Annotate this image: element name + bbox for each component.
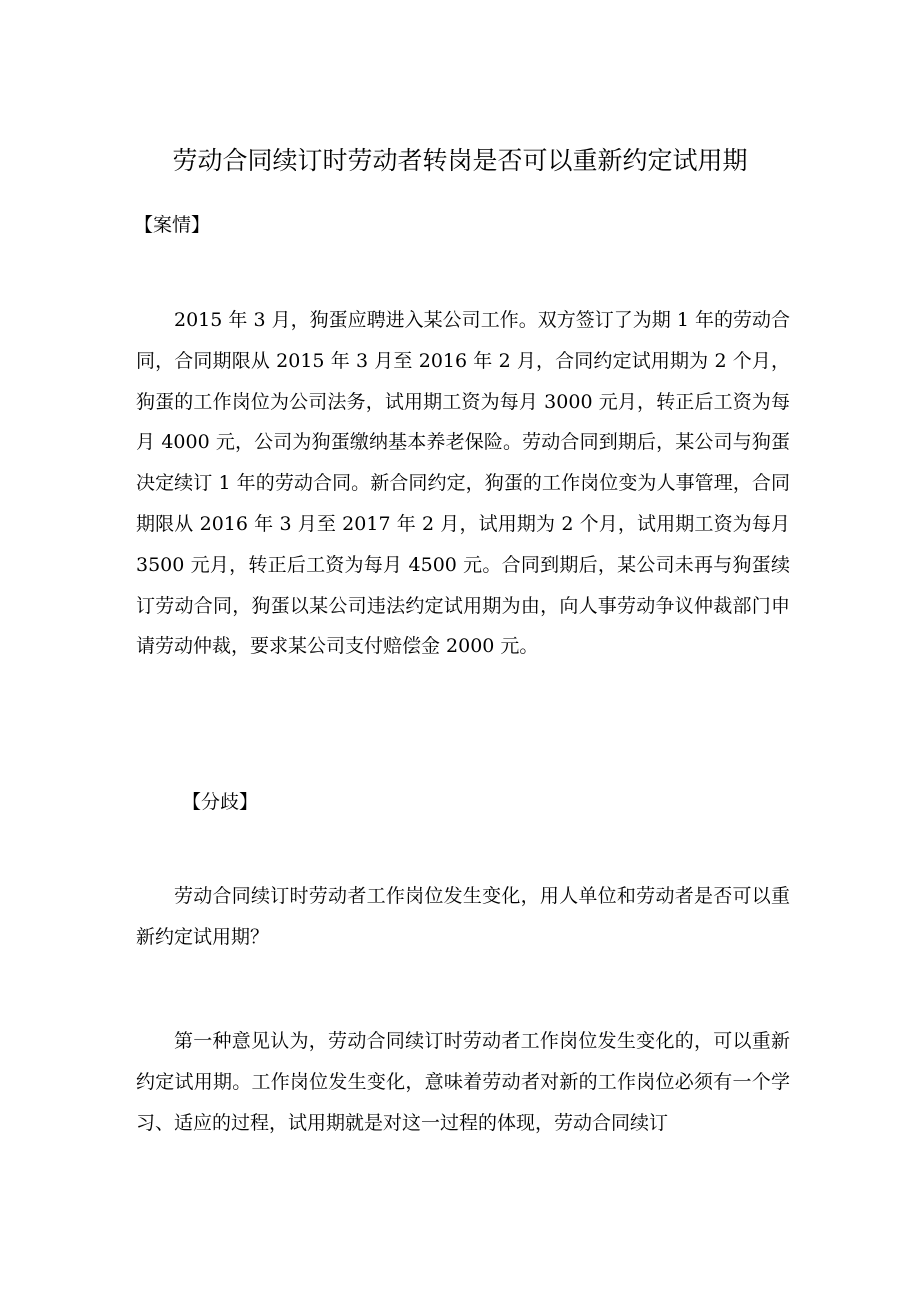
case-paragraph: 2015 年 3 月，狗蛋应聘进入某公司工作。双方签订了为期 1 年的劳动合同，合同期限从 2015 年 3 月至 2016 年 2 月，合同约定试用期为 2 个月，狗蛋的工作岗位为公司法务，试用期工资为每月 3000 元月，转正后工资为每月 4000 元，公司为狗蛋缴纳基本养老保险。劳动合同到期后，某公司与狗蛋决定续订 1 年的劳动合同。新合同约定，狗蛋的工作岗位变为人事管理，合同期限从 2016 年 3 月至 2017 年 2 月，试用期为 2 个月，试用期工资为每月 3500 元月，转正后工资为每月 4500 元。合同到期后，某公司未再与狗蛋续订劳动合同，狗蛋以某公司违法约定试用期为由，向人事劳动争议仲裁部门申请劳动仲裁，要求某公司支付赔偿金 2000 元。	[136, 309, 790, 658]
section-heading-case: 【案情】	[134, 214, 211, 236]
document-title: 劳动合同续订时劳动者转岗是否可以重新约定试用期	[172, 146, 748, 175]
opinion-one-paragraph: 第一种意见认为，劳动合同续订时劳动者工作岗位发生变化的，可以重新约定试用期。工作岗位发生变化，意味着劳动者对新的工作岗位必须有一个学习、适应的过程，试用期就是对这一过程的体现，劳动合同续订	[136, 1030, 790, 1134]
dispute-question-paragraph: 劳动合同续订时劳动者工作岗位发生变化，用人单位和劳动者是否可以重新约定试用期？	[136, 885, 790, 948]
section-heading-dispute: 【分歧】	[182, 791, 259, 813]
